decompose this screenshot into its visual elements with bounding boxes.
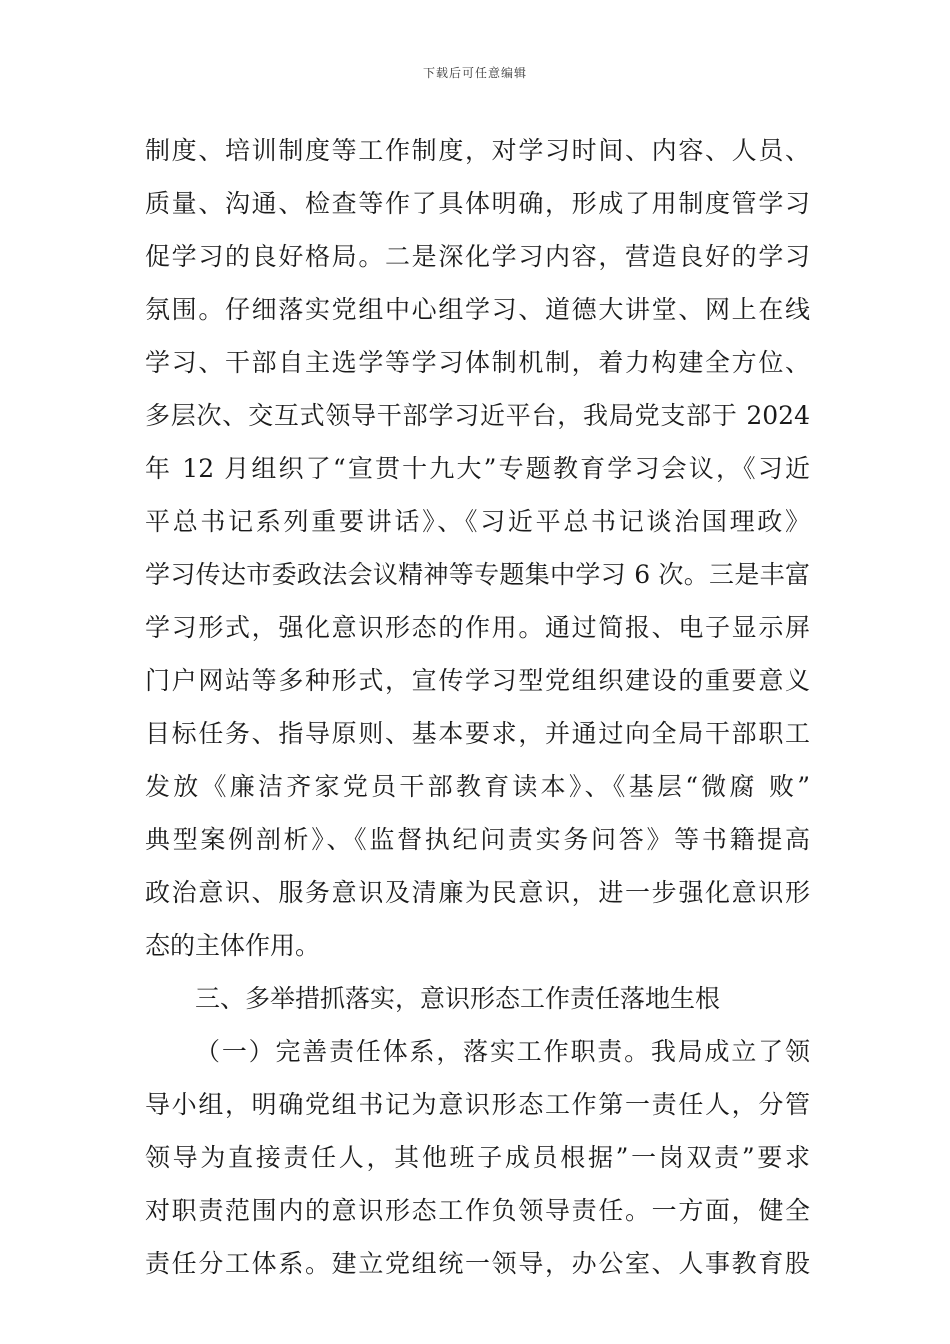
text-line: 态的主体作用。 xyxy=(145,931,321,960)
text-line: 氛围。仔细落实党组中心组学习、道德大讲堂、网上在线 xyxy=(145,295,810,324)
text-line: 责任分工体系。建立党组统一领导，办公室、人事教育股 xyxy=(145,1249,810,1278)
text-line: 质量、沟通、检查等作了具体明确，形成了用制度管学习 xyxy=(145,189,810,218)
text-line: （一）完善责任体系，落实工作职责。我局成立了领 xyxy=(195,1037,810,1066)
text-line: 门户网站等多种形式，宣传学习型党组织建设的重要意义 xyxy=(145,666,810,695)
text-line: 学习传达市委政法会议精神等专题集中学习 6 次。三是丰富 xyxy=(145,560,810,589)
text-line: 学习、干部自主选学等学习体制机制，着力构建全方位、 xyxy=(145,348,810,377)
paragraph xyxy=(145,124,810,972)
text-line: 对职责范围内的意识形态工作负领导责任。一方面，健全 xyxy=(145,1196,810,1225)
text-line: 制度、培训制度等工作制度，对学习时间、内容、人员、 xyxy=(145,136,810,165)
paragraph xyxy=(145,1025,810,1290)
document-body xyxy=(145,124,810,1290)
text-line: 领导为直接责任人，其他班子成员根据”一岗双责”要求 xyxy=(145,1143,810,1172)
text-line: 导小组，明确党组书记为意识形态工作第一责任人，分管 xyxy=(145,1090,810,1119)
text-line: 年 12 月组织了“宣贯十九大”专题教育学习会议，《习近 xyxy=(145,454,810,483)
text-line: 多层次、交互式领导干部学习近平台，我局党支部于 2024 xyxy=(145,401,810,430)
text-line: 发放《廉洁齐家党员干部教育读本》、《基层“微腐 败” xyxy=(145,772,810,801)
section-heading: 三、多举措抓落实，意识形态工作责任落地生根 xyxy=(195,984,721,1013)
text-line: 促学习的良好格局。二是深化学习内容，营造良好的学习 xyxy=(145,242,810,271)
text-line: 目标任务、指导原则、基本要求，并通过向全局干部职工 xyxy=(145,719,810,748)
page-header: 下载后可任意编辑 xyxy=(422,66,527,80)
text-line: 典型案例剖析》、《监督执纪问责实务问答》等书籍提高 xyxy=(145,825,810,854)
text-line: 平总书记系列重要讲话》、《习近平总书记谈治国理政》 xyxy=(145,507,810,536)
text-line: 学习形式，强化意识形态的作用。通过简报、电子显示屏 xyxy=(145,613,810,642)
text-line: 政治意识、服务意识及清廉为民意识，进一步强化意识形 xyxy=(145,878,810,907)
